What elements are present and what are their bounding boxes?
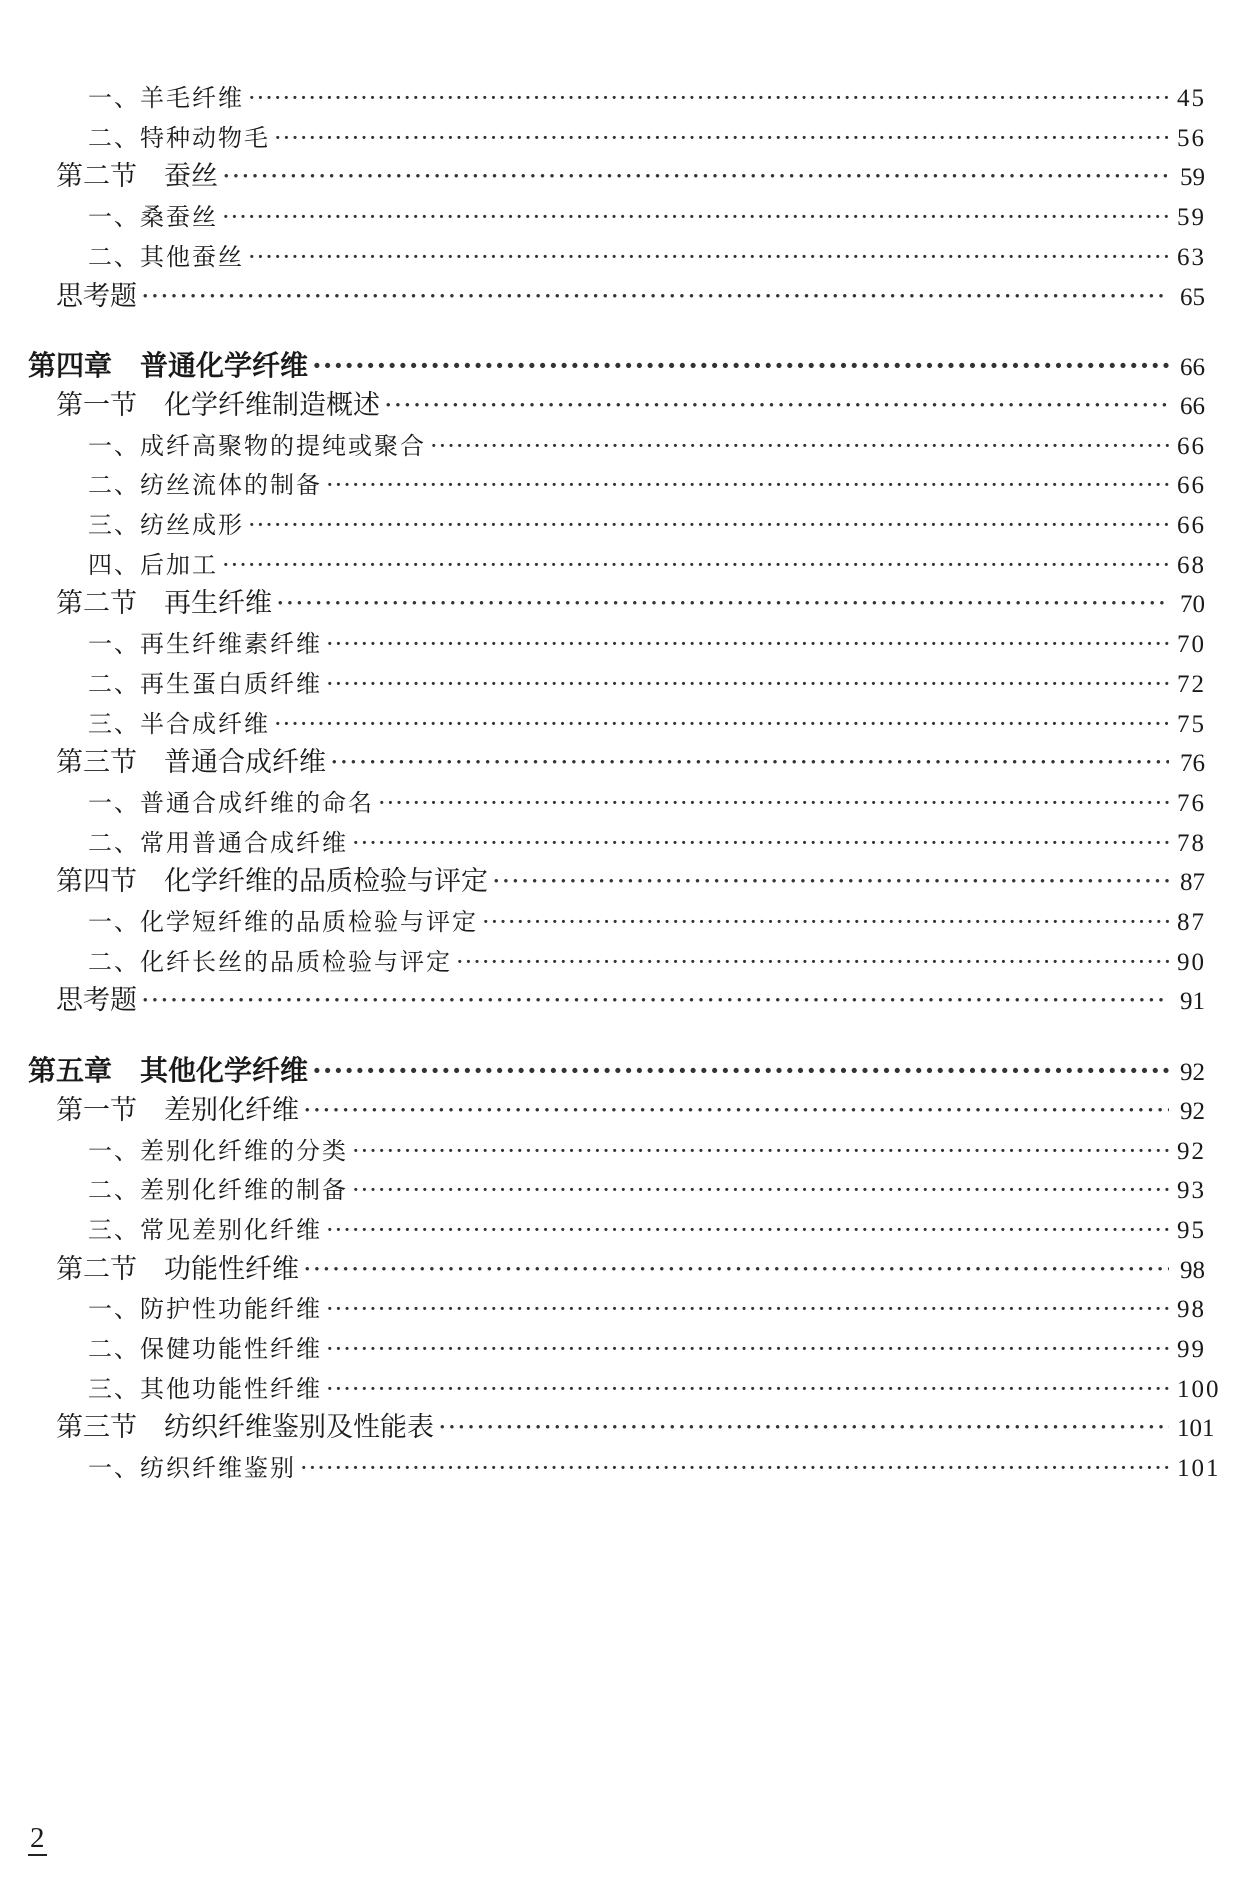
toc-entry-title: 第二节 功能性纤维 (56, 1253, 299, 1285)
dot-leader (274, 704, 1169, 744)
toc-entry[interactable] (56, 584, 1205, 624)
toc-entry-page: 76 (1180, 750, 1205, 778)
toc-entry-title: 一、再生纤维素纤维 (88, 630, 322, 659)
dot-leader (492, 862, 1169, 902)
toc-entry-page: 59 (1180, 164, 1205, 192)
toc-entry-page: 66 (1180, 392, 1205, 420)
toc-entry-title: 第一节 化学纤维制造概述 (56, 389, 380, 421)
toc-entry-title: 一、纺织纤维鉴别 (88, 1454, 296, 1483)
toc-entry[interactable] (88, 505, 1205, 545)
toc-entry[interactable] (88, 237, 1205, 277)
dot-leader (276, 584, 1169, 624)
dot-leader (330, 743, 1169, 783)
toc-entry-page: 100 (1177, 1375, 1221, 1403)
toc-entry-title: 第二节 再生纤维 (56, 588, 272, 620)
toc-entry-title: 第二节 蚕丝 (56, 161, 218, 193)
toc-entry[interactable] (28, 346, 1205, 386)
dot-leader (326, 1289, 1169, 1329)
dot-leader (482, 902, 1169, 942)
toc-entry[interactable] (88, 1448, 1221, 1488)
toc-entry-page: 95 (1177, 1216, 1206, 1244)
dot-leader (326, 1369, 1169, 1409)
toc-entry[interactable] (88, 823, 1205, 863)
toc-entry-title: 二、保健功能性纤维 (88, 1335, 322, 1363)
toc-entry-page: 66 (1180, 354, 1205, 382)
dot-leader (384, 386, 1169, 426)
dot-leader (141, 277, 1169, 317)
toc-entry-page: 75 (1177, 710, 1206, 738)
toc-entry-title: 二、常用普通合成纤维 (88, 828, 348, 857)
toc-entry[interactable] (88, 1329, 1205, 1369)
dot-leader (248, 505, 1169, 545)
dot-leader (303, 1250, 1169, 1290)
dot-leader (430, 426, 1169, 466)
toc-entry[interactable] (88, 664, 1205, 704)
toc-entry[interactable] (56, 386, 1205, 426)
toc-entry[interactable] (28, 1051, 1205, 1091)
dot-leader (312, 1051, 1169, 1091)
toc-entry[interactable] (56, 157, 1205, 197)
toc-entry-page: 68 (1177, 551, 1206, 579)
dot-leader (222, 197, 1169, 237)
dot-leader (326, 1329, 1169, 1369)
toc-entry-title: 二、其他蚕丝 (88, 242, 244, 271)
dot-leader (456, 942, 1169, 982)
dot-leader (248, 78, 1169, 118)
toc-entry-page: 99 (1177, 1336, 1206, 1363)
toc-entry-page: 91 (1180, 988, 1205, 1016)
toc-entry[interactable] (88, 624, 1205, 664)
toc-entry[interactable] (88, 197, 1205, 237)
page-number: 2 (30, 1822, 45, 1854)
toc-entry-page: 93 (1177, 1177, 1206, 1205)
toc-entry[interactable] (88, 1170, 1205, 1210)
toc-entry-title: 二、再生蛋白质纤维 (88, 669, 322, 698)
toc-entry-page: 101 (1177, 1455, 1221, 1483)
toc-entry[interactable] (88, 1289, 1205, 1329)
toc-entry-title: 第一节 差别化纤维 (56, 1094, 299, 1126)
toc-entry-page: 45 (1177, 85, 1206, 112)
toc-entry-title: 思考题 (56, 280, 137, 312)
toc-entry[interactable] (88, 426, 1205, 466)
toc-entry-page: 92 (1177, 1137, 1206, 1165)
toc-entry[interactable] (56, 1408, 1215, 1448)
toc-entry-page: 70 (1180, 591, 1205, 619)
dot-leader (438, 1408, 1169, 1448)
toc-entry-title: 第三节 普通合成纤维 (56, 747, 326, 779)
toc-entry-title: 二、特种动物毛 (88, 123, 270, 152)
toc-entry-title: 一、桑蚕丝 (88, 203, 218, 232)
toc-entry[interactable] (88, 545, 1205, 585)
toc-entry[interactable] (88, 783, 1205, 823)
dot-leader (326, 664, 1169, 704)
toc-entry-page: 72 (1177, 670, 1206, 698)
dot-leader (326, 624, 1169, 664)
toc-entry[interactable] (88, 1369, 1221, 1409)
toc-entry[interactable] (88, 78, 1205, 118)
toc-entry[interactable] (88, 942, 1205, 982)
toc-entry-page: 92 (1180, 1059, 1205, 1087)
toc-entry-title: 三、纺丝成形 (88, 511, 244, 539)
dot-leader (274, 118, 1169, 158)
toc-entry-page: 87 (1180, 869, 1205, 897)
toc-entry-page: 65 (1180, 283, 1205, 311)
dot-leader (312, 346, 1169, 386)
toc-entry[interactable] (88, 465, 1205, 505)
dot-leader (352, 1131, 1169, 1171)
toc-entry-page: 78 (1177, 829, 1206, 857)
toc-entry[interactable] (88, 1210, 1205, 1250)
toc-entry-title: 一、成纤高聚物的提纯或聚合 (88, 431, 426, 460)
toc-entry-title: 三、半合成纤维 (88, 709, 270, 738)
toc-entry-title: 第五章 其他化学纤维 (28, 1054, 309, 1088)
toc-entry-title: 第四节 化学纤维的品质检验与评定 (56, 866, 488, 898)
dot-leader (378, 783, 1169, 823)
toc-entry-page: 90 (1177, 948, 1206, 976)
toc-entry[interactable] (56, 743, 1205, 783)
toc-entry-title: 第四章 普通化学纤维 (28, 349, 309, 383)
toc-entry-page: 66 (1177, 512, 1206, 539)
dot-leader (300, 1448, 1169, 1488)
toc-entry-title: 一、化学短纤维的品质检验与评定 (88, 908, 478, 936)
toc-entry-title: 二、差别化纤维的制备 (88, 1176, 348, 1205)
toc-entry-title: 一、羊毛纤维 (88, 84, 244, 112)
toc-entry-page: 59 (1177, 204, 1206, 232)
toc-entry-title: 三、其他功能性纤维 (88, 1374, 322, 1403)
dot-leader (303, 1091, 1169, 1131)
toc-entry-page: 56 (1177, 124, 1206, 152)
toc-entry[interactable] (88, 118, 1205, 158)
toc-entry-title: 二、化纤长丝的品质检验与评定 (88, 947, 452, 976)
toc-entry[interactable] (88, 902, 1205, 942)
toc-entry-page: 87 (1177, 909, 1206, 936)
toc-entry-title: 三、常见差别化纤维 (88, 1215, 322, 1244)
toc-entry-title: 第三节 纺织纤维鉴别及性能表 (56, 1412, 434, 1444)
toc-entry-page: 70 (1177, 631, 1206, 659)
toc-entry-title: 四、后加工 (88, 550, 218, 579)
dot-leader (326, 1210, 1169, 1250)
toc-entry-page: 66 (1177, 472, 1206, 500)
toc-entry[interactable] (56, 1250, 1205, 1290)
toc-entry-title: 一、差别化纤维的分类 (88, 1136, 348, 1165)
toc-entry-title: 思考题 (56, 985, 137, 1017)
toc-entry-page: 98 (1180, 1256, 1205, 1284)
dot-leader (222, 157, 1169, 197)
toc-entry-page: 92 (1180, 1097, 1205, 1125)
toc-entry-title: 一、防护性功能纤维 (88, 1295, 322, 1324)
dot-leader (352, 823, 1169, 863)
toc-entry[interactable] (88, 704, 1205, 744)
toc-entry-page: 63 (1177, 243, 1206, 271)
dot-leader (352, 1170, 1169, 1210)
toc-entry-page: 101 (1177, 1415, 1215, 1443)
toc-entry[interactable] (56, 277, 1205, 317)
toc-entry-page: 76 (1177, 789, 1206, 817)
toc-entry-title: 二、纺丝流体的制备 (88, 471, 322, 500)
toc-entry-page: 66 (1177, 432, 1206, 460)
toc-entry[interactable] (56, 981, 1205, 1021)
toc-entry[interactable] (88, 1131, 1205, 1171)
dot-leader (248, 237, 1169, 277)
toc-entry-page: 98 (1177, 1296, 1206, 1324)
toc-entry[interactable] (56, 862, 1205, 902)
dot-leader (141, 981, 1169, 1021)
dot-leader (222, 545, 1169, 585)
toc-entry[interactable] (56, 1091, 1205, 1131)
dot-leader (326, 465, 1169, 505)
toc-entry-title: 一、普通合成纤维的命名 (88, 788, 374, 817)
